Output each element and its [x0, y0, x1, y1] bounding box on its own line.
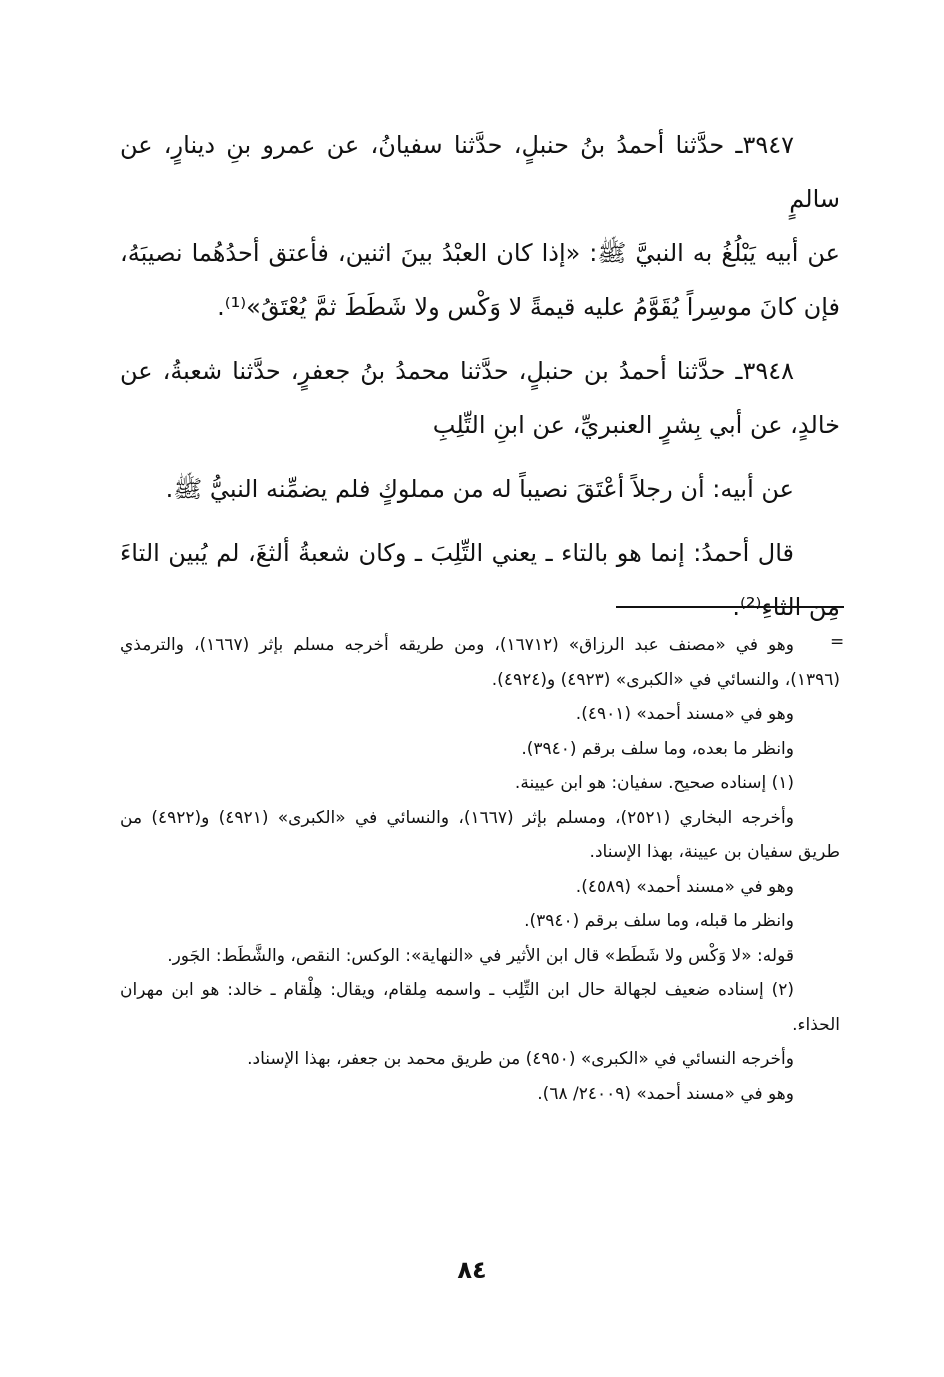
hadith-3948-isnad: ٣٩٤٨ـ حدَّثنا أحمدُ بن حنبلٍ، حدَّثنا محمدُ بنُ جعفرٍ، حدَّثنا شعبةُ، عن خالدٍ، عن أبي بِشرٍ العنبريِّ، عن ابنِ التِّلِبِ — [120, 357, 840, 439]
footnote-line: وانظر ما بعده، وما سلف برقم (٣٩٤٠). — [521, 738, 794, 759]
footnote-line: قوله: «لا وَكْس ولا شَطَط» قال ابن الأثير في «النهاية»: الوكس: النقص، والشَّطَط: الجَور. — [167, 945, 794, 966]
footnote-continuation-marker: = — [830, 632, 845, 652]
footnotes — [120, 628, 840, 1111]
footnote-separator — [616, 606, 844, 608]
hadith-3947-matn: عن أبيه يَبْلُغُ به النبيَّ ﷺ: «إذا كان العبْدُ بينَ اثنين، فأعتق أحدُهُما نصيبَهُ، فإن كانَ موسِراً يُقَوَّمُ عليه قيمةً لا وَكْس ولا شَطَطَ ثمَّ يُعْتَقُ»⁽¹⁾. — [120, 239, 840, 321]
footnote-1: (١) إسناده صحيح. سفيان: هو ابن عيينة. — [514, 773, 794, 793]
hadith-3948-comment: قال أحمدُ: إنما هو بالتاء ـ يعني التِّلِبَ ـ وكان شعبةُ ألثغَ، لم يُبين التاءَ مِن الثاءِ⁽²⁾. — [120, 539, 840, 621]
footnote-line: وهو في «مسند أحمد» (٢٤٠٠٩/ ٦٨). — [537, 1083, 794, 1104]
footnote-line: وهو في «مسند أحمد» (٤٥٨٩). — [575, 876, 794, 897]
footnote-2: (٢) إسناده ضعيف لجهالة حال ابن التِّلِب ـ واسمه مِلقام، ويقال: هِلْقام ـ خالد: هو ابن مهران الحذاء. — [120, 980, 840, 1035]
main-text — [120, 118, 840, 634]
hadith-3947-isnad: ٣٩٤٧ـ حدَّثنا أحمدُ بنُ حنبلٍ، حدَّثنا سفيانُ، عن عمرو بنِ دينارٍ، عن سالمٍ — [120, 131, 840, 213]
footnote-line: وأخرجه النسائي في «الكبرى» (٤٩٥٠) من طريق محمد بن جعفر، بهذا الإسناد. — [247, 1049, 794, 1069]
footnote-line: وهو في «مصنف عبد الرزاق» (١٦٧١٢)، ومن طريقه أخرجه مسلم بإثر (١٦٦٧)، والترمذي (١٣٩٦)، والنسائي في «الكبرى» (٤٩٢٣) و(٤٩٢٤). — [120, 635, 840, 690]
footnote-line: وانظر ما قبله، وما سلف برقم (٣٩٤٠). — [524, 911, 794, 931]
hadith-3948-matn: عن أبيه: أن رجلاً أعْتَقَ نصيباً له من مملوكٍ فلم يضمِّنه النبيُّ ﷺ. — [165, 475, 794, 503]
page-number: ٨٤ — [457, 1256, 487, 1284]
footnote-line: وهو في «مسند أحمد» (٤٩٠١). — [575, 704, 794, 724]
footnote-line: وأخرجه البخاري (٢٥٢١)، ومسلم بإثر (١٦٦٧)، والنسائي في «الكبرى» (٤٩٢١) و(٤٩٢٢) من طريق سفيان بن عيينة، بهذا الإسناد. — [120, 807, 840, 862]
